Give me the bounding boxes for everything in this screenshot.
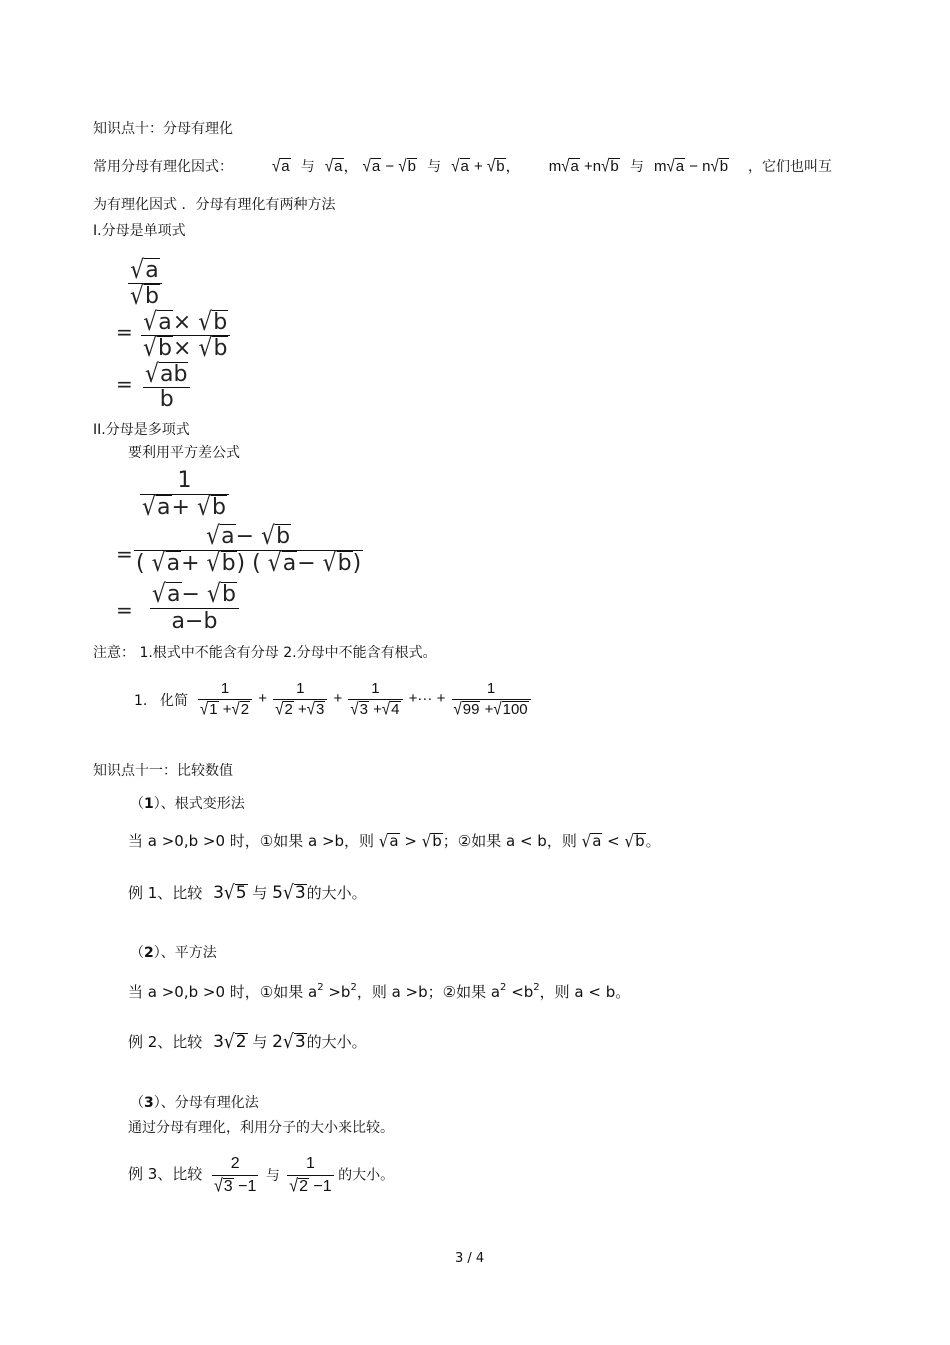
notice: 注意： 1.根式中不能含有分母 2.分母中不能含有根式。: [93, 645, 437, 661]
example3-label: 例 3、比较: [128, 1165, 203, 1183]
method2-rule: 当 a >0,b >0 时，①如果 $a^2 >b^2$，则 a >b；②如果 $a^2 <b^2$，则 a < b。: [128, 982, 631, 1001]
page-number: 3 / 4: [455, 1251, 485, 1266]
equals-sign: =: [116, 372, 133, 396]
exercise-label: 化简: [160, 693, 188, 709]
case1-fraction: $\frac{√a}{√b}$: [128, 258, 162, 309]
case2-fraction: $\frac{1}{√a+ √b}$: [140, 468, 229, 521]
case1-heading: I.分母是单项式: [93, 223, 186, 239]
exercise-number: 1.: [134, 693, 148, 709]
case2-step1: $\frac{√a- √b}{( √a+ √b) ( √a- √b)}$: [136, 522, 362, 578]
case1-step2: $\frac{√ab}{b}$: [143, 362, 190, 412]
equals-sign: =: [116, 598, 133, 622]
method1-heading: （1）、根式变形法: [130, 796, 245, 812]
example1: 例 1、比较 3√5 与 5√3的大小。: [128, 881, 367, 905]
method1-rule: 当 a >0,b >0 时，①如果 a >b，则 √a > √b；②如果 a < b，则 √a < √b。: [128, 830, 661, 852]
intro-label: 常用分母有理化因式：: [93, 159, 233, 175]
intro-continued: 为有理化因式 ．分母有理化有两种方法: [93, 197, 336, 213]
case2-heading: II.分母是多项式: [93, 422, 190, 438]
intro-tail: ，它们也叫互: [748, 159, 832, 175]
method3-heading: （3）、分母有理化法: [130, 1095, 259, 1111]
case2-note: 要利用平方差公式: [128, 445, 240, 461]
series-expression: $\frac{1}{√1 +√2}$ + $\frac{1}{√2 +√3}$ + $\frac{1}{√3 +√4}$ +··· + $\frac{1}{√99 +√100}$: [198, 679, 531, 720]
case1-step1: $\frac{√a\times √b}{√b\times √b}$: [141, 310, 230, 361]
factor-pairs: √a 与 √a， √a − √b 与 √a + √b， m√a +n√b 与 m√a − n√b: [272, 156, 729, 177]
equals-sign: =: [116, 320, 133, 344]
example2: 例 2、比较 3√2 与 2√3的大小。: [128, 1030, 367, 1054]
section-title-k10: 知识点十：分母有理化: [93, 121, 233, 137]
method3-description: 通过分母有理化，利用分子的大小来比较。: [128, 1120, 394, 1136]
equals-sign: =: [116, 542, 133, 566]
example3-expression: $\frac{2}{√3 -1}$ 与 $\frac{1}{√2 -1}$ 的大小。: [214, 1155, 395, 1197]
section-title-k11: 知识点十一：比较数值: [93, 763, 233, 779]
case2-step2: $\frac{√a- √b}{a-b}$: [150, 582, 239, 635]
method2-heading: （2）、平方法: [130, 945, 217, 961]
